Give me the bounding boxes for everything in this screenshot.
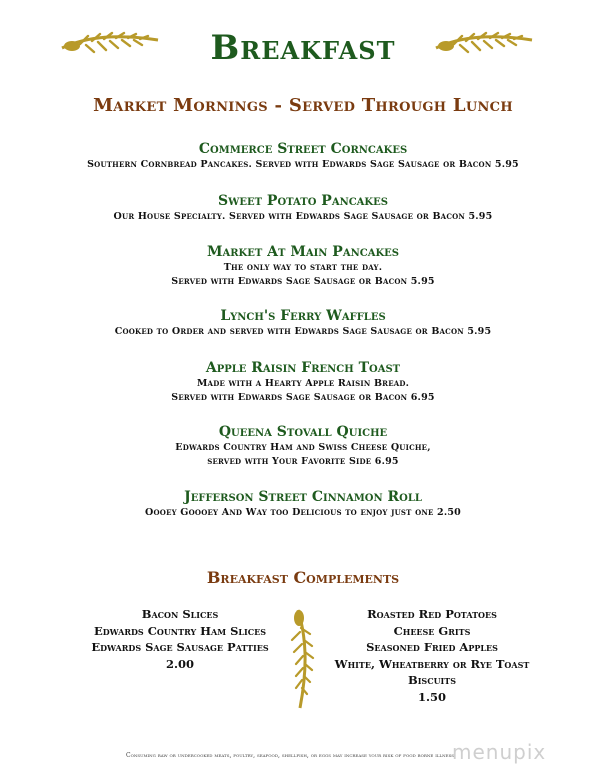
wheat-ornament-vertical-icon (286, 606, 316, 712)
item-description: served with Your Favorite Side 6.95 (207, 456, 399, 467)
item-name: Apple Raisin French Toast (205, 360, 401, 376)
menu-subtitle: Market Mornings - Served Through Lunch (93, 95, 513, 116)
complement-price: 1.50 (417, 689, 446, 704)
item-name: Market At Main Pancakes (206, 244, 399, 260)
item-description: Served with Edwards Sage Sausage or Bacon 5.95 (171, 276, 435, 287)
item-name: Jefferson Street Cinnamon Roll (184, 489, 422, 505)
item-name: Lynch's Ferry Waffles (220, 308, 386, 324)
item-description: Served with Edwards Sage Sausage or Bacon 6.95 (171, 392, 435, 403)
complement-item: Edwards Sage Sausage Patties (91, 640, 269, 654)
item-name: Commerce Street Corncakes (198, 141, 408, 157)
page-title: Breakfast (210, 28, 396, 68)
item-description: Edwards Country Ham and Swiss Cheese Quiche, (175, 442, 431, 453)
complements-left-column (80, 606, 280, 672)
complement-item: Roasted Red Potatoes (367, 607, 497, 621)
item-description: Southern Cornbread Pancakes. Served with Edwards Sage Sausage or Bacon 5.95 (87, 159, 519, 170)
menu-item (0, 244, 606, 289)
menu-item (0, 193, 606, 224)
complement-item: White, Wheatberry or Rye Toast (334, 656, 530, 671)
complement-item: Edwards Country Ham Slices (93, 623, 267, 638)
complements-title: Breakfast Complements (206, 568, 400, 587)
menu-item (0, 489, 606, 520)
complement-item: Seasoned Fried Apples (366, 640, 498, 654)
menu-item (0, 141, 606, 172)
item-description: Cooked to Order and served with Edwards Sage Sausage or Bacon 5.95 (114, 326, 492, 337)
item-name: Queena Stovall Quiche (218, 424, 388, 440)
complements-right-column (330, 606, 534, 705)
complement-item: Cheese Grits (393, 623, 471, 638)
item-description: Made with a Hearty Apple Raisin Bread. (196, 378, 410, 389)
complement-price: 2.00 (165, 656, 194, 671)
watermark: menupix (452, 740, 547, 764)
item-description: Our House Specialty. Served with Edwards Sage Sausage or Bacon 5.95 (113, 211, 493, 222)
item-name: Sweet Potato Pancakes (218, 193, 388, 209)
food-safety-footnote: Consuming raw or undercooked meats, poultry, seafood, shellfish, or eggs may increase your risk of food borne illness (126, 752, 454, 759)
complement-item: Biscuits (407, 673, 457, 687)
item-description: The only way to start the day. (223, 262, 383, 273)
menu-item (0, 360, 606, 405)
complement-item: Bacon Slices (141, 607, 219, 621)
item-description: Oooey Goooey And Way too Delicious to enjoy just one 2.50 (145, 507, 461, 518)
menu-item (0, 308, 606, 339)
menu-item (0, 424, 606, 469)
